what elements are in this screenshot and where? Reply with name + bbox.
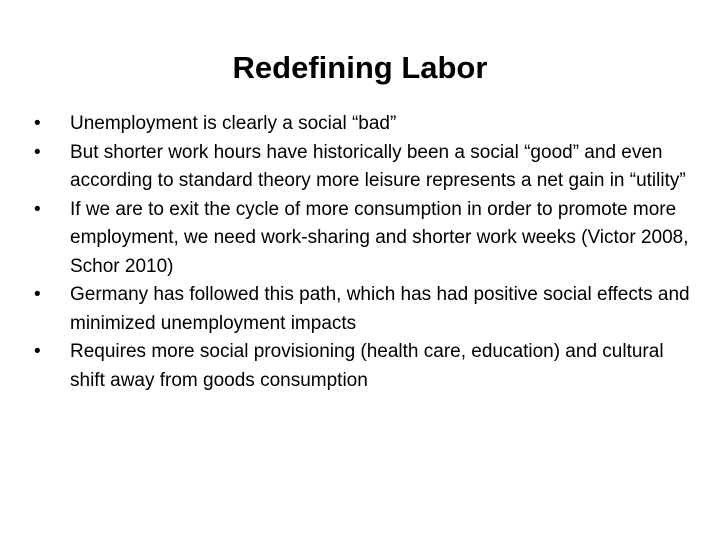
bullet-list [34,110,694,395]
bullet-text: But shorter work hours have historically been a social “good” and even according to standard theory more leisure represents a net gain in “utility” [70,141,686,191]
bullet-dot-icon: • [34,113,41,134]
bullet-text: Requires more social provisioning (health care, education) and cultural shift away from goods consumption [70,341,664,391]
bullet-item [34,196,694,282]
bullet-text: Germany has followed this path, which has had positive social effects and minimized unemployment impacts [70,284,690,334]
bullet-dot-icon: • [34,198,41,220]
bullet-dot-icon: • [34,284,41,305]
bullet-item [34,281,694,338]
bullet-item [34,110,694,139]
bullet-item [34,139,694,196]
bullet-dot-icon: • [34,341,41,362]
bullet-text: Unemployment is clearly a social “bad” [70,113,397,134]
bullet-text: If we are to exit the cycle of more consumption in order to promote more employment, we need work-sharing and shorter work weeks (Victor 2008, Schor 2010) [70,198,689,277]
slide-title: Redefining Labor [232,50,488,85]
bullet-item [34,338,694,395]
bullet-dot-icon: • [34,141,41,163]
